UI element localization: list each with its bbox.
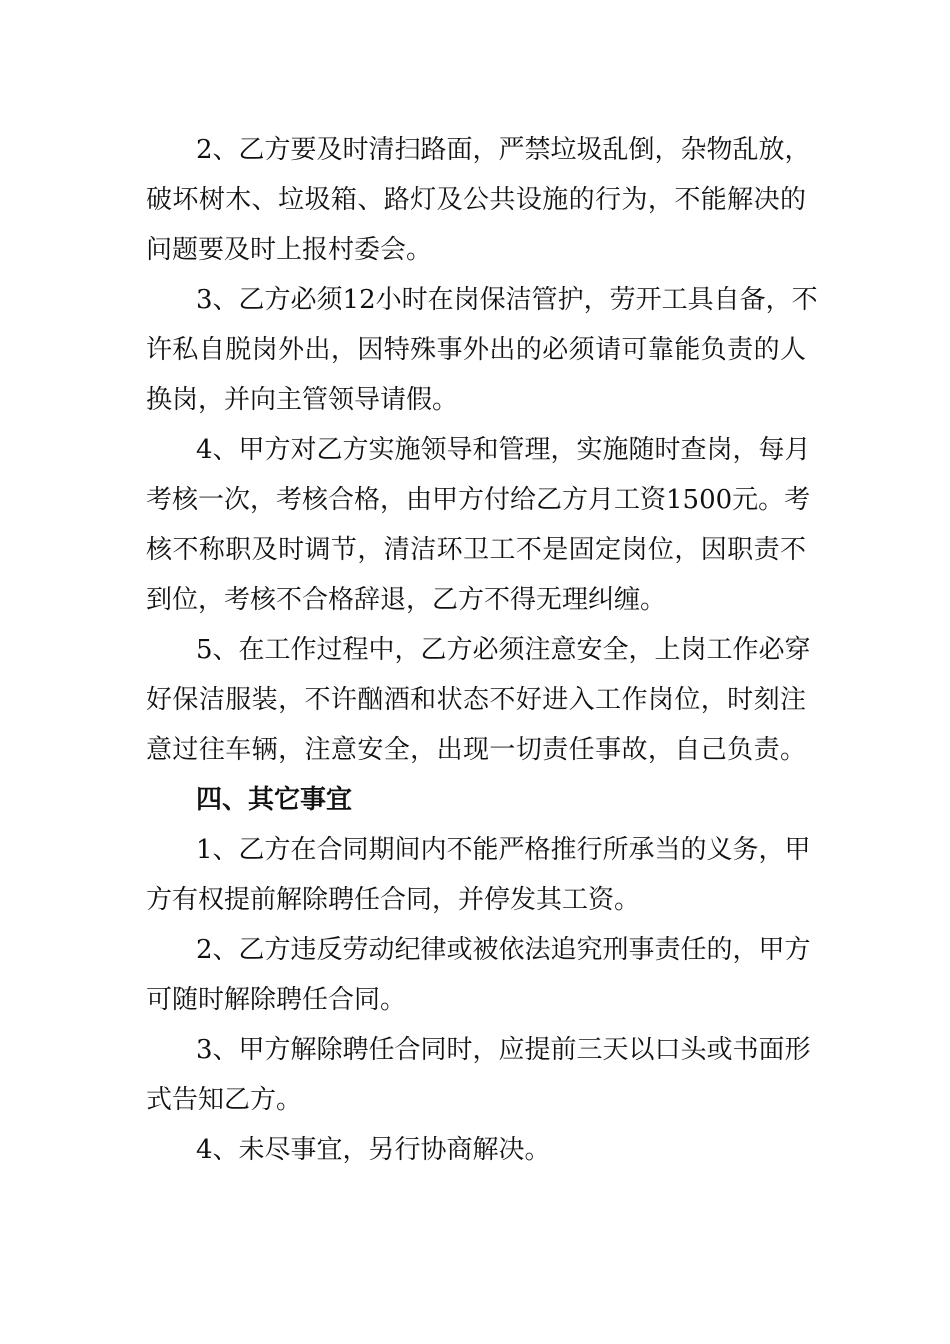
clause-4-4-line-1: 4、未尽事宜，另行协商解决。 [196,1135,551,1165]
clause-3-2-line-2: 破坏树木、垃圾箱、路灯及公共设施的行为，不能解决的 [146,185,806,215]
clause-3-5-line-1: 5、在工作过程中，乙方必须注意安全，上岗工作必穿 [196,635,811,665]
clause-3-3-line-2: 许私自脱岗外出，因特殊事外出的必须请可靠能负责的人 [146,335,806,365]
clause-4-1-line-1: 1、乙方在合同期间内不能严格推行所承当的义务，甲 [196,835,811,865]
clause-3-3-line-1: 3、乙方必须12小时在岗保洁管护，劳开工具自备，不 [196,285,818,315]
clause-3-4-line-3: 核不称职及时调节，清洁环卫工不是固定岗位，因职责不 [146,535,806,565]
clause-4-3-line-1: 3、甲方解除聘任合同时，应提前三天以口头或书面形 [196,1035,811,1065]
clause-3-2-line-3: 问题要及时上报村委会。 [146,235,433,265]
section-4-heading: 四、其它事宜 [196,785,353,815]
clause-4-3-line-2: 式告知乙方。 [146,1085,303,1115]
clause-3-4-line-2: 考核一次，考核合格，由甲方付给乙方月工资1500元。考 [146,485,811,515]
clause-3-5-line-3: 意过往车辆，注意安全，出现一切责任事故，自己负责。 [146,735,806,765]
clause-4-2-line-1: 2、乙方违反劳动纪律或被依法追究刑事责任的，甲方 [196,935,811,965]
clause-3-4-line-1: 4、甲方对乙方实施领导和管理，实施随时查岗，每月 [196,435,811,465]
clause-3-3-line-3: 换岗，并向主管领导请假。 [146,385,459,415]
clause-3-4-line-4: 到位，考核不合格辞退，乙方不得无理纠缠。 [146,585,667,615]
clause-3-5-line-2: 好保洁服装，不许酗酒和状态不好进入工作岗位，时刻注 [146,685,806,715]
clause-3-2-line-1: 2、乙方要及时清扫路面，严禁垃圾乱倒，杂物乱放， [196,135,811,165]
clause-4-1-line-2: 方有权提前解除聘任合同，并停发其工资。 [146,885,641,915]
clause-4-2-line-2: 可随时解除聘任合同。 [146,985,407,1015]
